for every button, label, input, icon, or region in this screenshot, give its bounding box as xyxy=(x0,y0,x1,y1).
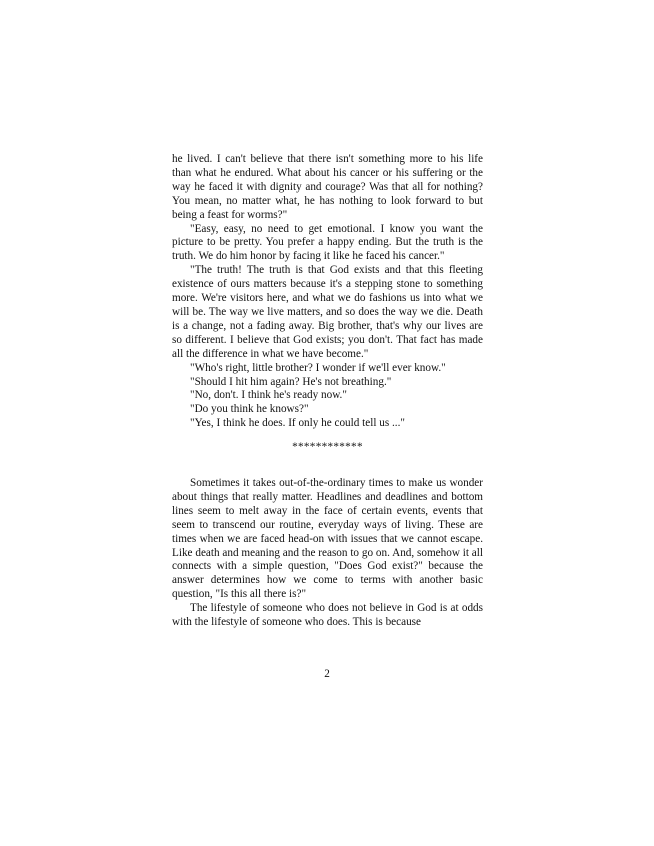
paragraph: The lifestyle of someone who does not believe in God is at odds with the lifestyle of someone who does. This is because xyxy=(172,602,483,629)
page-body xyxy=(172,153,483,630)
paragraph: "The truth! The truth is that God exists and that this fleeting existence of ours matters because it's a stepping stone to something more. We're visitors here, and what we do fashions us into what we will be. The way we live matters, and so does the way we die. Death is a change, not a fading away. Big brother, that's why our lives are so different. I believe that God exists; you don't. That fact has made all the difference in what we have become." xyxy=(172,264,483,360)
paragraph: "Who's right, little brother? I wonder if we'll ever know." xyxy=(190,361,446,374)
paragraph: he lived. I can't believe that there isn't something more to his life than what he endured. What about his cancer or his suffering or the way he faced it with dignity and courage? Was that all for nothing? You mean, no matter what, he has nothing to look forward to but being a feast for worms?" xyxy=(172,153,483,221)
paragraph: "No, don't. I think he's ready now." xyxy=(190,389,347,402)
paragraph: "Yes, I think he does. If only he could tell us ..." xyxy=(190,417,405,430)
paragraph: "Easy, easy, no need to get emotional. I know you want the picture to be pretty. You prefer a happy ending. But the truth is the truth. We do him honor by facing it like he faced his cancer." xyxy=(172,222,483,263)
section-separator: ************ xyxy=(292,441,363,454)
paragraph: "Do you think he knows?" xyxy=(190,403,309,416)
paragraph: Sometimes it takes out-of-the-ordinary times to make us wonder about things that really matter. Headlines and deadlines and bottom lines seem to melt away in the face of certain events, events that seem to transcend our routine, everyday ways of living. These are times when we are faced head-on with issues that we cannot escape. Like death and meaning and the reason to go on. And, somehow it all connects with a simple question, "Does God exist?" because the answer determines how we come to terms with another basic question, "Is this all there is?" xyxy=(172,477,483,601)
paragraph: "Should I hit him again? He's not breathing." xyxy=(190,375,392,388)
page-number: 2 xyxy=(324,668,330,680)
